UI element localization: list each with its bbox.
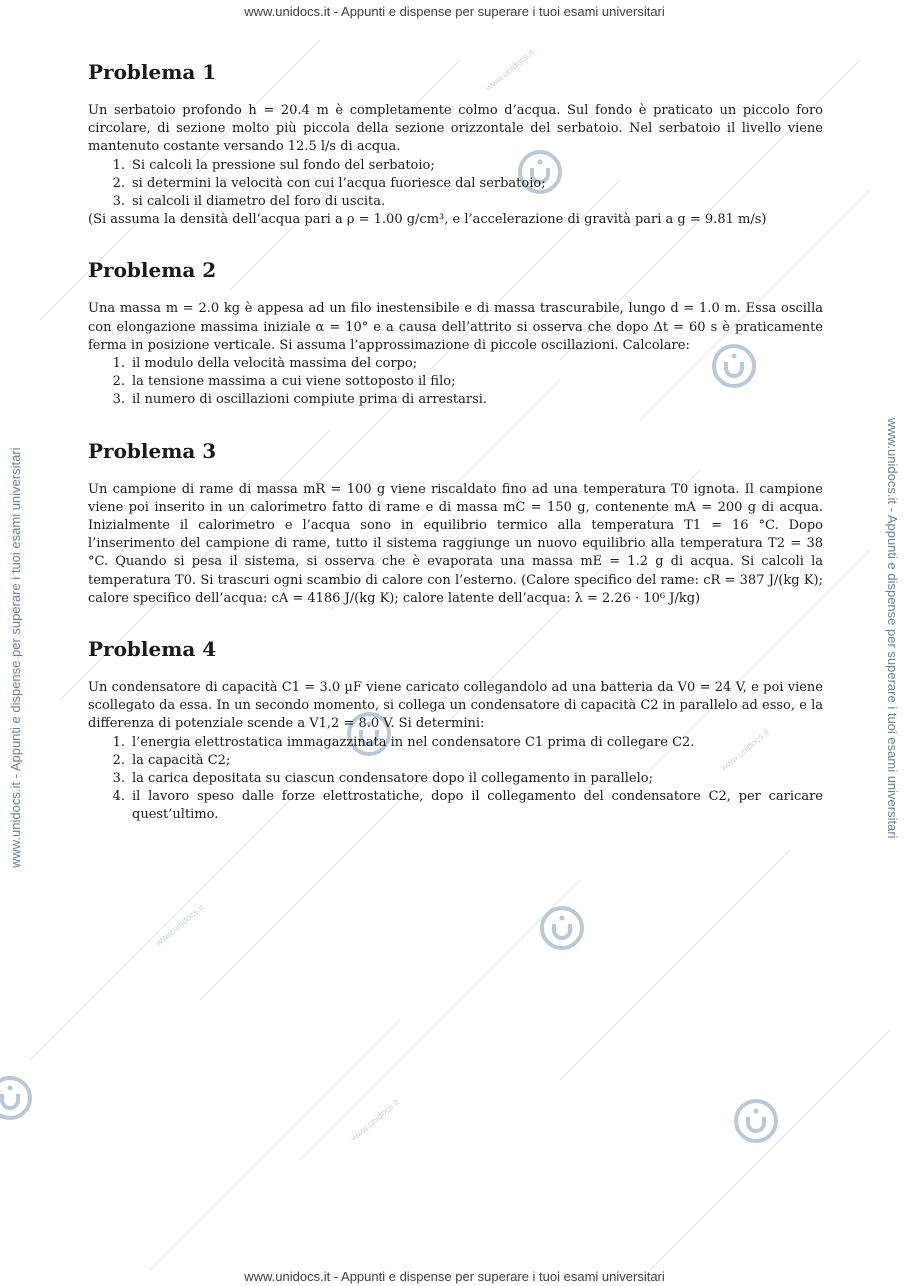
list-text: si determini la velocità con cui l’acqua fuoriesce dal serbatoio; xyxy=(132,175,546,191)
problem-section xyxy=(88,58,823,229)
list-number: 1. xyxy=(112,157,125,173)
list-text: l’energia elettrostatica immagazzinata in nel condensatore C1 prima di collegare C2. xyxy=(132,734,695,750)
list-number: 4. xyxy=(112,789,125,805)
unidocs-logo-icon xyxy=(0,1074,34,1122)
list-item xyxy=(88,770,823,788)
problem-intro: Un campione di rame di massa mR = 100 g viene riscaldato fino ad una temperatura T0 ignota. Il campione viene poi inserito in un calorimetro fatto di rame e di massa mC = 150 g, contenente mA = 200 g di acqua. Inizialmente il calorimetro e l’acqua sono in equilibrio termico alla temperatura T1 = 16 °C. Dopo l’inserimento del campione di rame, tutto il sistema raggiunge un nuovo equilibrio alla temperatura T2 = 38 °C. Quando si pesa il sistema, si osserva che è evaporata una massa mE = 1.2 g di acqua. Si calcoli la temperatura T0. Si trascuri ogni scambio di calore con l’esterno. (Calore specifico del rame: cR = 387 J/(kg K); calore specifico dell’acqua: cA = 4186 J/(kg K); calore latente dell’acqua: λ = 2.26 · 10⁶ J/kg) xyxy=(88,481,823,606)
problem-note: (Si assuma la densità dell’acqua pari a ρ = 1.00 g/cm³, e l’accelerazione di gravità pari a g = 9.81 m/s) xyxy=(88,212,767,228)
watermark-diagonal-text: www.unidocs.it xyxy=(483,47,536,93)
problem-title: Problema 1 xyxy=(88,60,217,84)
list-number: 3. xyxy=(112,771,125,787)
list-item xyxy=(88,391,823,409)
list-text: la capacità C2; xyxy=(132,752,231,768)
watermark-diagonal-text: www.unidocs.it xyxy=(348,1097,401,1143)
list-number: 2. xyxy=(112,374,125,390)
list-item xyxy=(88,157,823,175)
list-item xyxy=(88,752,823,770)
list-number: 3. xyxy=(112,194,125,210)
watermark-footer: www.unidocs.it - Appunti e dispense per superare i tuoi esami universitari xyxy=(244,1269,665,1284)
problem-section xyxy=(88,635,823,825)
list-item xyxy=(88,355,823,373)
unidocs-logo-icon xyxy=(732,1097,780,1145)
watermark-diagonal-text: www.unidocs.it xyxy=(153,902,206,948)
list-text: il lavoro speso dalle forze elettrostatiche, dopo il collegamento del condensatore C2, per caricare quest’ultimo. xyxy=(132,789,823,823)
problem-intro: Un serbatoio profondo h = 20.4 m è completamente colmo d’acqua. Sul fondo è praticato un piccolo foro circolare, di sezione molto più piccola della sezione orizzontale del serbatoio. Nel serbatoio il livello viene mantenuto costante versando 12.5 l/s di acqua. xyxy=(88,103,823,155)
problem-intro: Una massa m = 2.0 kg è appesa ad un filo inestensibile e di massa trascurabile, lungo d = 1.0 m. Essa oscilla con elongazione massima iniziale α = 10° e a causa dell’attrito si osserva che dopo Δt = 60 s è praticamente ferma in posizione verticale. Si assuma l’approssimazione di piccole oscillazioni. Calcolare: xyxy=(88,301,823,353)
unidocs-logo-icon xyxy=(538,904,586,952)
problem-list xyxy=(88,734,823,825)
watermark-header: www.unidocs.it - Appunti e dispense per superare i tuoi esami universitari xyxy=(244,4,665,19)
list-text: il modulo della velocità massima del corpo; xyxy=(132,356,418,372)
list-item xyxy=(88,788,823,824)
problem-section xyxy=(88,256,823,409)
list-text: la carica depositata su ciascun condensatore dopo il collegamento in parallelo; xyxy=(132,771,653,787)
watermark-right-side: www.unidocs.it - Appunti e dispense per superare i tuoi esami universitari xyxy=(885,418,900,839)
list-item xyxy=(88,193,823,211)
list-text: si calcoli il diametro del foro di uscita. xyxy=(132,194,386,210)
document-body xyxy=(88,58,823,825)
problem-title: Problema 3 xyxy=(88,438,217,463)
problem-title: Problema 2 xyxy=(88,258,217,283)
list-text: Si calcoli la pressione sul fondo del serbatoio; xyxy=(132,157,435,173)
list-item xyxy=(88,734,823,752)
list-item xyxy=(88,373,823,391)
watermark-diagonal-text: www.unidocs.it xyxy=(718,727,771,773)
problem-intro: Un condensatore di capacità C1 = 3.0 µF viene caricato collegandolo ad una batteria da V0 = 24 V, e poi viene scollegato da essa. In un secondo momento, si collega un condensatore di capacità C2 in parallelo ad esso, e la differenza di potenziale scende a V1,2 = 8.0 V. Si determini: xyxy=(88,680,823,732)
list-number: 2. xyxy=(112,175,125,191)
list-number: 3. xyxy=(112,392,125,408)
problem-list xyxy=(88,157,823,212)
list-item xyxy=(88,175,823,193)
watermark-left-side: www.unidocs.it - Appunti e dispense per superare i tuoi esami universitari xyxy=(8,447,23,868)
problem-title: Problema 4 xyxy=(88,637,217,662)
list-number: 1. xyxy=(112,734,125,750)
problem-section xyxy=(88,437,823,608)
list-text: la tensione massima a cui viene sottoposto il filo; xyxy=(132,374,456,390)
list-number: 1. xyxy=(112,356,125,372)
list-text: il numero di oscillazioni compiute prima di arrestarsi. xyxy=(132,392,488,408)
list-number: 2. xyxy=(112,752,125,768)
problem-list xyxy=(88,355,823,410)
